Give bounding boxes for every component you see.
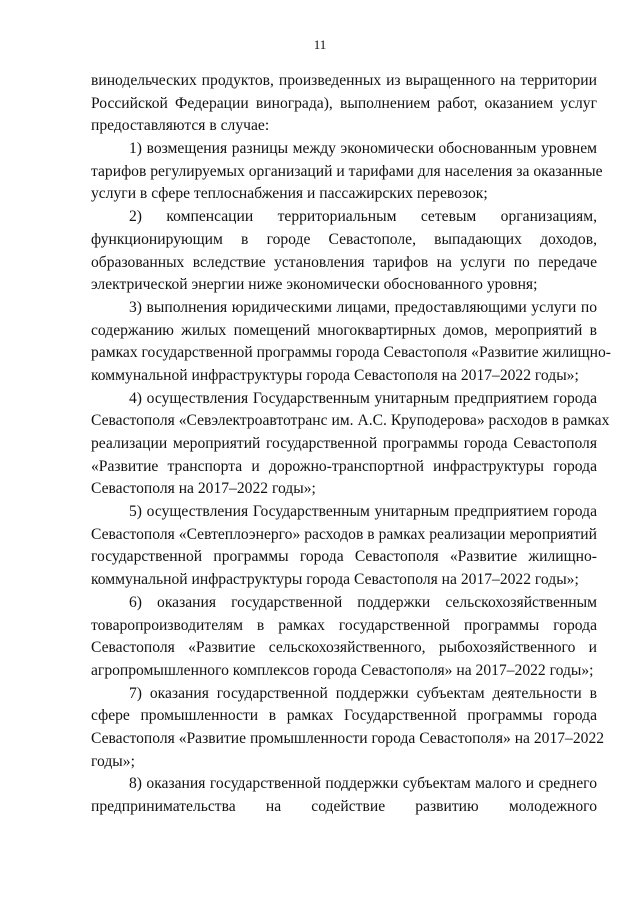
text-line: функционирующим в городе Севастополе, выпадающих доходов, — [91, 230, 597, 248]
text-line: товаропроизводителям в рамках государственной программы города — [91, 616, 597, 634]
text-line: Российской Федерации винограда), выполнением работ, оказанием услуг — [91, 94, 597, 112]
text-line: электрической энергии ниже экономически обоснованного уровня; — [91, 276, 538, 294]
text-line: Севастополя «Развитие промышленности города Севастополя» на 2017–2022 — [91, 729, 605, 747]
text-line: рамках государственной программы города Севастополя «Развитие жилищно- — [91, 344, 611, 362]
text-line: государственной программы города Севастополя «Развитие жилищно- — [91, 548, 597, 566]
text-line: агропромышленного комплексов города Севастополя» на 2017–2022 годы»; — [91, 661, 594, 679]
text-line: Севастополя «Развитие сельскохозяйственного, рыбохозяйственного и — [91, 639, 597, 657]
text-line: Севастополя «Севэлектроавтотранс им. А.С. Круподерова» расходов в рамках — [91, 412, 610, 430]
text-line: «Развитие транспорта и дорожно-транспортной инфраструктуры города — [91, 457, 597, 475]
text-line: коммунальной инфраструктуры города Севастополя на 2017–2022 годы»; — [91, 366, 579, 384]
document-body — [91, 70, 611, 819]
text-line: 8) оказания государственной поддержки субъектам малого и среднего — [129, 775, 597, 793]
text-line: образованных вследствие установления тарифов на услуги по передаче — [91, 253, 597, 271]
text-line: предоставляются в случае: — [91, 117, 270, 135]
text-line: 2) компенсации территориальным сетевым организациям, — [129, 208, 597, 226]
text-line: услуги в сфере теплоснабжения и пассажирских перевозок; — [91, 185, 488, 203]
text-line: винодельческих продуктов, произведенных из выращенного на территории — [91, 72, 597, 89]
page-number: 11 — [313, 37, 327, 52]
text-line: 4) осуществления Государственным унитарным предприятием города — [129, 389, 597, 407]
text-line: 1) возмещения разницы между экономически обоснованным уровнем — [129, 140, 597, 158]
text-line: Севастополя «Севтеплоэнерго» расходов в рамках реализации мероприятий — [91, 525, 597, 543]
text-line: Севастополя на 2017–2022 годы»; — [91, 480, 316, 498]
text-line: сфере промышленности в рамках Государственной программы города — [91, 707, 597, 725]
text-line: 3) выполнения юридическими лицами, предоставляющими услуги по — [129, 298, 597, 316]
text-line: содержанию жилых помещений многоквартирных домов, мероприятий в — [91, 321, 597, 339]
text-line: 6) оказания государственной поддержки сельскохозяйственным — [129, 593, 597, 611]
text-line: тарифов регулируемых организаций и тарифами для населения за оказанные — [91, 162, 603, 180]
text-line: реализации мероприятий государственной программы города Севастополя — [91, 435, 597, 452]
text-line: 7) оказания государственной поддержки субъектам деятельности в — [129, 684, 597, 702]
text-line: годы»; — [91, 752, 135, 770]
text-line: предпринимательства на содействие развитию молодежного — [91, 798, 597, 815]
text-line: коммунальной инфраструктуры города Севастополя на 2017–2022 годы»; — [91, 571, 579, 589]
text-line: 5) осуществления Государственным унитарным предприятием города — [129, 503, 597, 521]
